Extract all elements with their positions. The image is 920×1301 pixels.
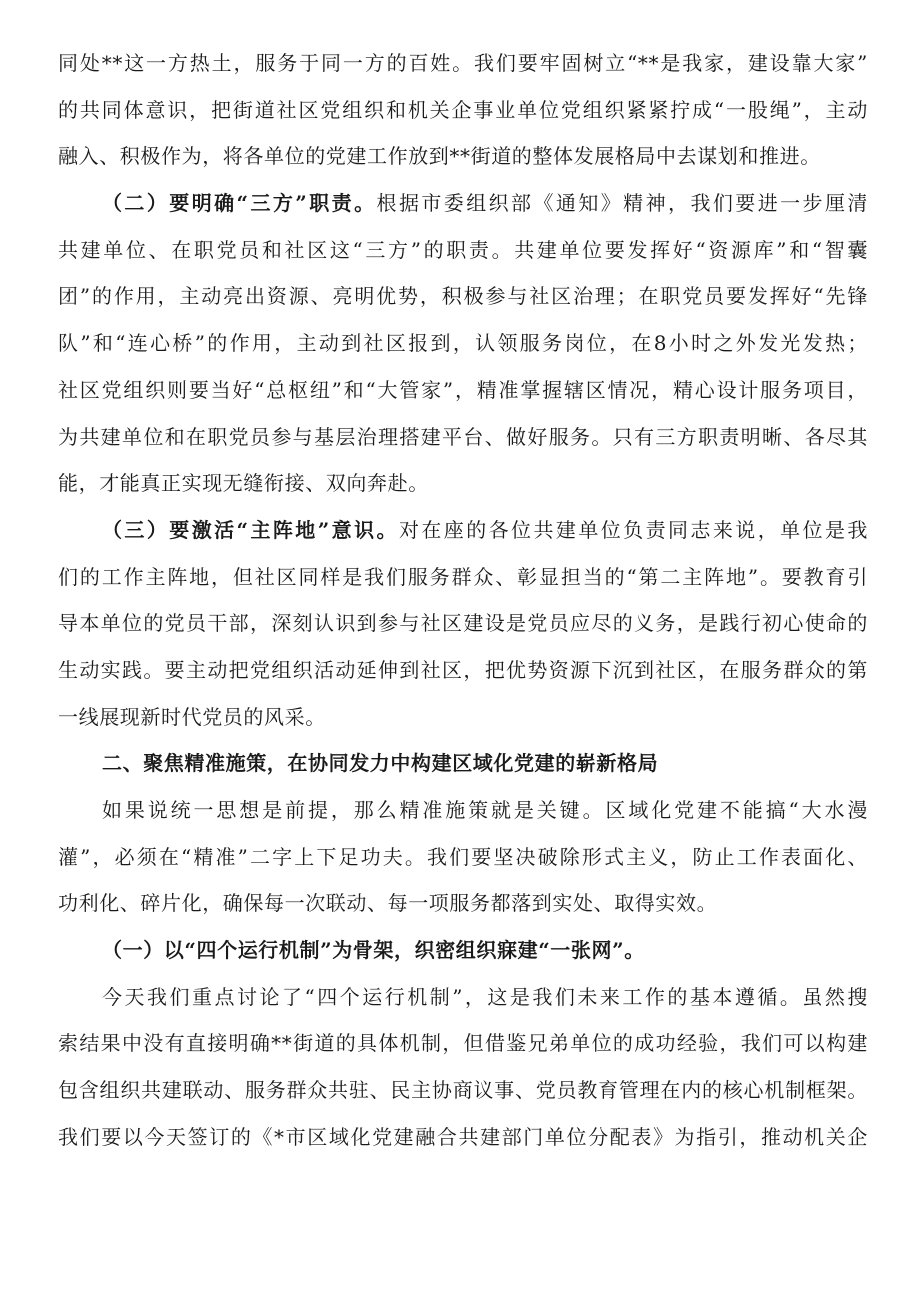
paragraph-section-2: [58, 180, 868, 507]
text-line: 生动实践。要主动把党组织活动延伸到社区，把优势资源下沉到社区，在服务群众的第: [58, 657, 868, 682]
paragraph-section-3: [58, 507, 868, 740]
text-line: [58, 180, 868, 227]
text-line: 队”和“连心桥”的作用，主动到社区报到，认领服务岗位，在8小时之外发光发热；: [58, 331, 868, 356]
text-line: 共建单位、在职党员和社区这“三方”的职责。共建单位要发挥好“资源库”和“智囊: [58, 237, 868, 262]
text-line: 今天我们重点讨论了“四个运行机制”，这是我们未来工作的基本遵循。虽然搜: [102, 984, 868, 1009]
text-line: 灌”，必须在“精准”二字上下足功夫。我们要坚决破除形式主义，防止工作表面化、: [58, 844, 868, 869]
document-page: [58, 40, 868, 1161]
chapter-heading-2: [58, 740, 868, 787]
text-line: 为共建单位和在职党员参与基层治理搭建平台、做好服务。只有三方职责明晰、各尽其: [58, 424, 868, 449]
text-line: 包含组织共建联动、服务群众共驻、民主协商议事、党员教育管理在内的核心机制框架。: [58, 1078, 868, 1103]
text-line: 融入、积极作为，将各单位的党建工作放到**街道的整体发展格局中去谋划和推进。: [58, 144, 821, 169]
text-line: 社区党组织则要当好“总枢纽”和“大管家”，精准掌握辖区情况，精心设计服务项目，: [58, 377, 868, 402]
text-line: 团”的作用，主动亮出资源、亮明优势，积极参与社区治理；在职党员要发挥好“先锋: [58, 284, 868, 309]
text-run: 根据市委组织部《通知》精神，我们要进一步厘清: [376, 191, 868, 216]
text-line: 如果说统一思想是前提，那么精准施策就是关键。区域化党建不能搞“大水漫: [102, 798, 868, 822]
subsection-heading-1: [58, 927, 868, 974]
text-line: [58, 507, 868, 554]
section-heading: （三）要激活“主阵地”意识。: [102, 517, 399, 542]
paragraph-chapter-2-intro: [58, 787, 868, 927]
paragraph-mechanisms: [58, 974, 868, 1161]
text-line: 能，才能真正实现无缝衔接、双向奔赴。: [58, 471, 429, 496]
text-line: 的共同体意识，把街道社区党组织和机关企事业单位党组织紧紧拧成“一股绳”，主动: [58, 97, 868, 122]
text-line: 导本单位的党员干部，深刻认识到参与社区建设是党员应尽的义务，是践行初心使命的: [58, 611, 868, 636]
text-line: 索结果中没有直接明确**街道的具体机制，但借鉴兄弟单位的成功经验，我们可以构建: [58, 1031, 868, 1056]
section-heading: （一）以“四个运行机制”为骨架，织密组织寐建“一张网”。: [102, 938, 645, 963]
text-run: 对在座的各位共建单位负责同志来说，单位是我: [398, 517, 868, 542]
chapter-heading: 二、聚焦精准施策，在协同发力中构建区域化党建的崭新格局: [102, 751, 659, 776]
section-heading: （二）要明确“三方”职责。: [102, 191, 377, 216]
paragraph-intro: [58, 40, 868, 180]
text-line: 一线展现新时代党员的风采。: [58, 704, 326, 729]
text-line: 我们要以今天签订的《*市区域化党建融合共建部门单位分配表》为指引，推动机关企: [58, 1124, 868, 1149]
text-line: 们的工作主阵地，但社区同样是我们服务群众、彰显担当的“第二主阵地”。要教育引: [58, 564, 868, 589]
text-line: 同处**这一方热土，服务于同一方的百姓。我们要牢固树立“**是我家，建设靠大家”: [58, 51, 868, 75]
text-line: 功利化、碎片化，确保每一次联动、每一项服务都落到实处、取得实效。: [58, 891, 718, 916]
